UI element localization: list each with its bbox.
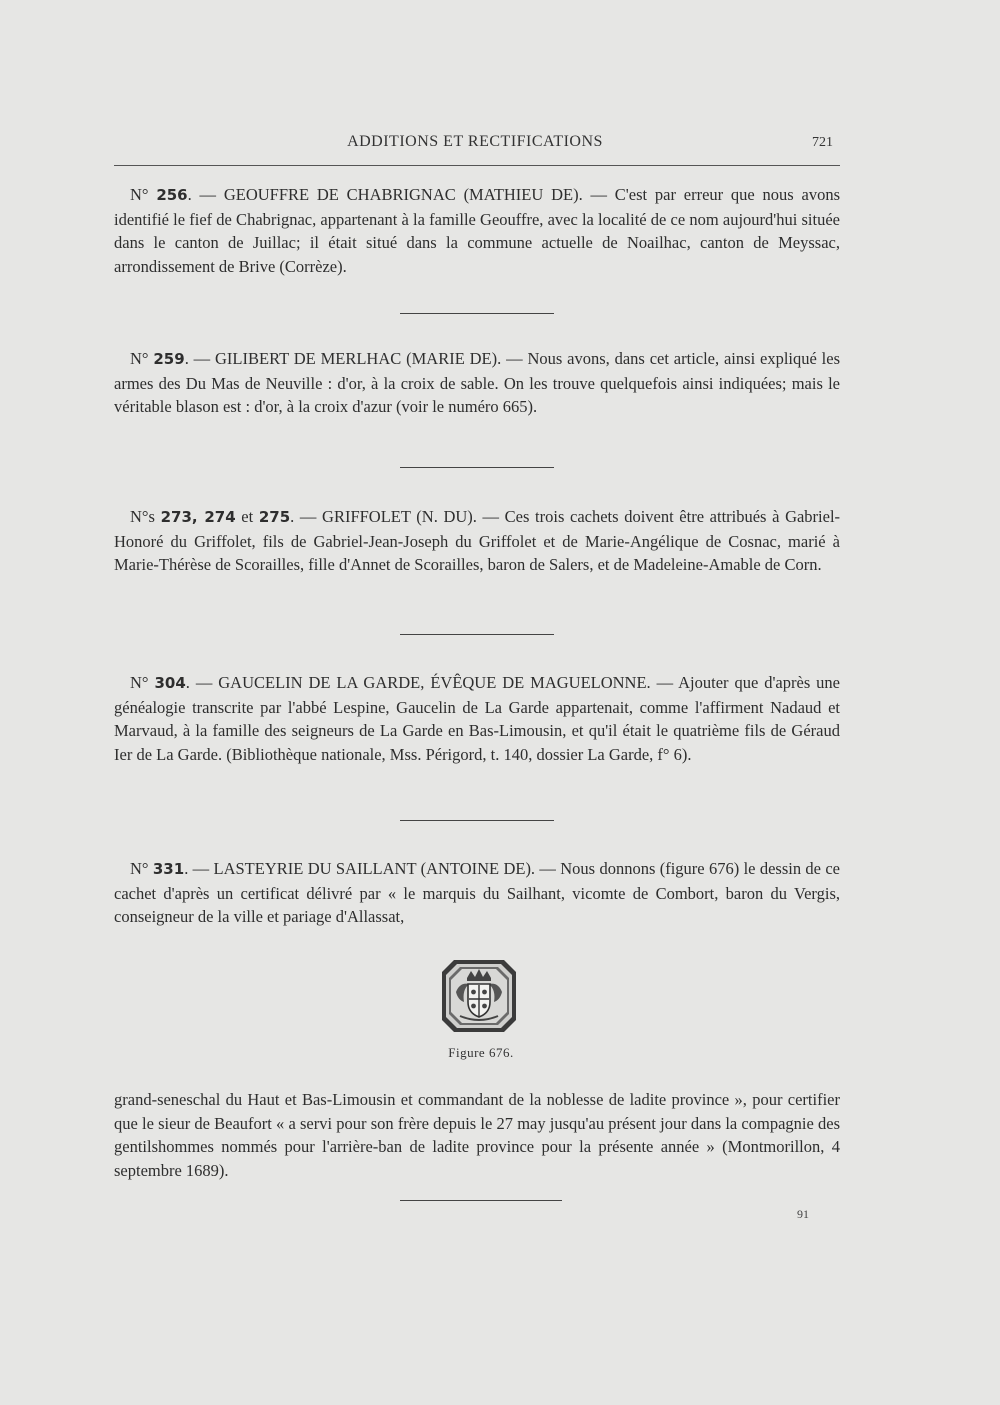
entry-273-275 <box>114 505 840 577</box>
separator-rule <box>400 820 554 821</box>
entry-text: . — GAUCELIN DE LA GARDE, ÉVÊQUE DE MAGUELONNE. — Ajouter que d'après une généalogie transcrite par l'abbé Lespine, Gaucelin de La Garde appartenait, comme l'affirment Nadaud et Marvaud, à la famille des seigneurs de La Garde en Bas-Limousin, et qu'il était le quatrième fils de Géraud Ier de La Garde. (Bibliothèque nationale, Mss. Périgord, t. 140, dossier La Garde, f° 6). <box>114 673 840 764</box>
entry-prefix: N° <box>130 185 149 204</box>
figure-caption: Figure 676. <box>448 1045 514 1060</box>
running-header: ADDITIONS ET RECTIFICATIONS <box>347 133 603 150</box>
entry-prefix: N° <box>130 349 149 368</box>
seal-figure <box>440 958 518 1034</box>
signature-mark: 91 <box>797 1207 809 1221</box>
entry-number: 256 <box>156 186 188 204</box>
entry-259 <box>114 347 840 419</box>
separator-rule <box>400 467 554 468</box>
entry-number: 331 <box>152 860 185 878</box>
entry-conjunction: et <box>241 507 254 526</box>
entry-text: . — LASTEYRIE DU SAILLANT (ANTOINE DE). — Nous donnons (figure 676) le dessin de ce cachet d'après un certificat délivré par « le marquis du Sailhant, vicomte de Combort, baron du Vergis, conseigneur de la ville et pariage d'Allassat, <box>114 859 840 926</box>
entry-304 <box>114 671 840 766</box>
entry-number: 304 <box>154 674 186 692</box>
entry-text: . — GILIBERT DE MERLHAC (MARIE DE). — Nous avons, dans cet article, ainsi expliqué les armes des Du Mas de Neuville : d'or, à la croix de sable. On les trouve quelquefois ainsi indiquées; mais le véritable blason est : d'or, à la croix d'azur (voir le numéro 665). <box>114 349 841 416</box>
entry-number-2: 275 <box>258 508 291 526</box>
page-number: 721 <box>812 135 833 150</box>
entry-text: . — GEOUFFRE DE CHABRIGNAC (MATHIEU DE). — C'est par erreur que nous avons identifié le fief de Chabrignac, appartenant à la famille Geouffre, avec la localité de ce nom aujourd'hui située dans le canton de Juillac; il était situé dans la commune actuelle de Noailhac, canton de Meyssac, arrondissement de Brive (Corrèze). <box>114 185 841 276</box>
separator-rule <box>400 313 554 314</box>
entry-text: . — GRIFFOLET (N. DU). — Ces trois cachets doivent être attribués à Gabriel-Honoré du Griffolet, fils de Gabriel-Jean-Joseph du Griffolet et de Marie-Angélique de Cosnac, marié à Marie-Thérèse de Scorailles, fille d'Annet de Scorailles, baron de Salers, et de Madeleine-Amable de Corn. <box>114 507 841 574</box>
entry-number: 273, 274 <box>160 508 236 526</box>
separator-rule <box>400 634 554 635</box>
entry-256 <box>114 183 840 278</box>
entry-prefix: N° <box>130 673 149 692</box>
header-rule <box>114 165 840 166</box>
continuation-paragraph: grand-seneschal du Haut et Bas-Limousin et commandant de la noblesse de ladite province », pour certifier que le sieur de Beaufort « a servi pour son frère depuis le 27 may jusqu'au présent jour dans la compagnie des gentilshommes nommés pour l'arrière-ban de ladite province pour la présente année » (Montmorillon, 4 septembre 1689). <box>114 1090 840 1180</box>
seal-icon <box>440 958 518 1034</box>
entry-331 <box>114 857 840 929</box>
entry-prefix: N°s <box>130 507 155 526</box>
entry-number: 259 <box>153 350 185 368</box>
entry-prefix: N° <box>130 859 149 878</box>
separator-rule <box>400 1200 562 1201</box>
